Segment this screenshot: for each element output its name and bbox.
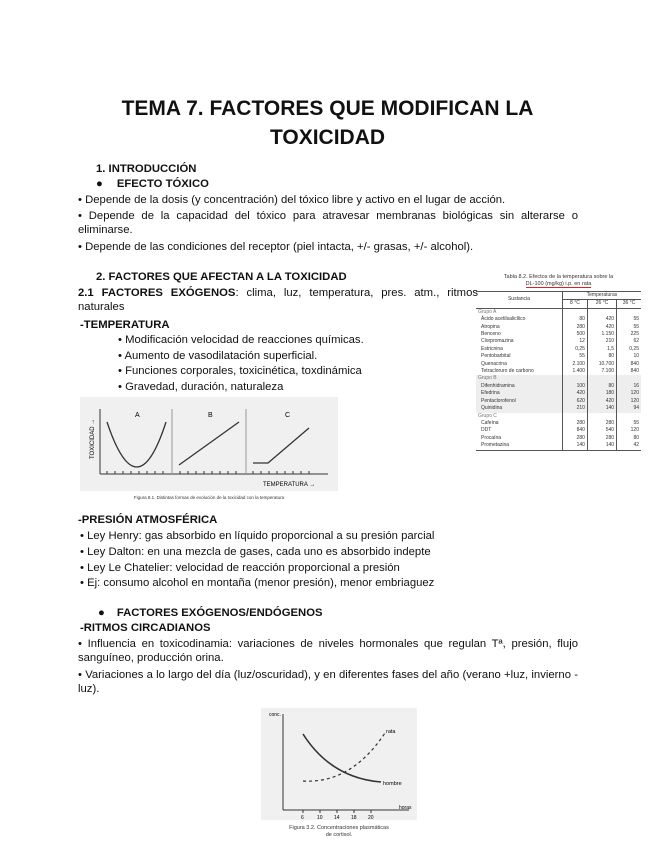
toxicity-table: Tabla 8.2. Efectos de la temperatura sobre la DL-100 (mg/kg) i.p. en rata Sustancia Temperaturas 8 °C 26 °C 36 °C Grupo A Ácido acetilsalicílico 80 420 55 Atropina 280 420 55 Benceno 500 1.150 225 Clorpromazina 12 210 62 Estricnina 0,25 1,5 0,25 Pentobarbital 55 80 10 Quenacrina 2.100 10.700 840 Tetracloruro de carbono 1.400 7.100 840 Grupo B Difenhidramina 100 80 16 Efedrina 420 180 120 Pentaclorofenol 620 420 120 Quinidina 210 140 94 Grupo C Cafeína 280 280 55 DDT 840 540 120 Procaína 280 280 80 Prometazina 140 140 42	[476, 274, 641, 451]
section-heading: ● FACTORES EXÓGENOS/ENDÓGENOS	[98, 607, 323, 619]
table-row: Tetracloruro de carbono 1.400 7.100 840	[481, 368, 639, 375]
curve-label-c: C	[285, 412, 291, 419]
table-row: Procaína 280 280 80	[481, 434, 639, 441]
bullet: • Depende de la dosis (y concentración) del tóxico libre y activo en el lugar de acción.	[78, 194, 506, 206]
table-row: Pentobarbital 55 80 10	[481, 353, 639, 360]
bullet: • Ley Henry: gas absorbido en líquido proporcional a su presión parcial	[80, 530, 435, 542]
table-row: Efedrina 420 180 120	[476, 390, 641, 397]
bullet: • Ej: consumo alcohol en montaña (menor presión), menor embriaguez	[80, 577, 435, 589]
figure-caption: Figura 8.1. Distintas formas de evolución de la toxicidad con la temperatura	[133, 495, 285, 500]
table-row: DDT 840 540 120	[481, 427, 639, 434]
figure-temperature-toxicity	[80, 397, 338, 491]
table-row: Benceno 500 1.150 225	[481, 331, 639, 338]
figure-cortisol	[261, 708, 417, 820]
table-caption-line2: DL-100 (mg/kg) i.p. en rata	[525, 281, 592, 287]
heading-temperatura: -TEMPERATURA	[80, 319, 170, 331]
table-row: Cafeína 280 280 55	[481, 419, 639, 426]
bullet: • Ley Le Chatelier: velocidad de reacción proporcional a presión	[80, 562, 400, 574]
table-row: Pentaclorofenol 620 420 120	[476, 398, 641, 405]
y-axis-label: conc.	[269, 712, 281, 718]
section-heading: 1. INTRODUCCIÓN	[96, 163, 197, 175]
table-group-row: Grupo C	[476, 413, 641, 420]
table-row: Prometazina 140 140 42	[481, 442, 639, 449]
tick: 20	[368, 815, 374, 820]
bullet: • Gravedad, duración, naturaleza	[118, 381, 284, 393]
tick: 18	[351, 815, 357, 820]
table-group-row: Grupo B	[476, 375, 641, 382]
bullet: • Modificación velocidad de reacciones químicas.	[118, 334, 364, 346]
table-group-row: Grupo A	[476, 308, 641, 316]
tick: 6	[301, 815, 304, 820]
table-caption: Tabla 8.2. Efectos de la temperatura sobre la	[503, 274, 614, 280]
bullet: • Variaciones a lo largo del día (luz/oscuridad), y en diferentes fases del año (verano +luz, invierno -luz).	[78, 669, 578, 695]
bullet: • Depende de las condiciones del receptor (piel intacta, +/- grasas, +/- alcohol).	[78, 241, 474, 253]
table-row: Ácido acetilsalicílico 80 420 55	[481, 316, 639, 323]
series-label-rata: rata	[386, 729, 396, 735]
y-axis-label: TOXICIDAD →	[90, 418, 96, 459]
table-row: Difenhidramina 100 80 16	[476, 383, 641, 390]
bullet: • Aumento de vasodilatación superficial.	[118, 350, 318, 362]
bullet: • Depende de la capacidad del tóxico para atravesar membranas biológicas sin alterarse o eliminarse.	[78, 210, 578, 236]
page-title-line2: TOXICIDAD	[269, 126, 386, 149]
tick: 10	[317, 815, 323, 820]
figure-caption: Figura 3.2. Concentraciones plasmáticas de cortisol.	[289, 825, 389, 838]
table-row: Atropina 280 420 55	[481, 323, 639, 330]
heading-presion: -PRESIÓN ATMOSFÉRICA	[78, 514, 218, 526]
curve-label-b: B	[208, 412, 213, 419]
table-row: Quinidina 210 140 94	[476, 405, 641, 412]
bullet: • Ley Dalton: en una mezcla de gases, cada uno es absorbido indepte	[80, 546, 431, 558]
bullet: • Influencia en toxicodinamia: variaciones de niveles hormonales que regulan Tª, presión, flujo sanguíneo, producción orina.	[78, 638, 578, 664]
section-heading: 2. FACTORES QUE AFECTAN A LA TOXICIDAD	[96, 271, 347, 283]
bullet: • Funciones corporales, toxicinética, toxdinámica	[118, 365, 362, 377]
x-axis-label: horas	[399, 805, 412, 811]
table-row: Estricnina 0,25 1,5 0,25	[481, 345, 639, 352]
heading-ritmos: -RITMOS CIRCADIANOS	[80, 622, 211, 634]
curve-label-a: A	[135, 412, 140, 419]
x-axis-label: TEMPERATURA →	[263, 482, 316, 488]
tick: 14	[334, 815, 340, 820]
subheading: ● EFECTO TÓXICO	[96, 178, 209, 190]
subsection-text: 2.1 FACTORES EXÓGENOS: clima, luz, temperatura, pres. atm., ritmos naturales	[78, 287, 479, 313]
table-row: Clorpromazina 12 210 62	[481, 338, 639, 345]
series-label-hombre: hombre	[383, 781, 402, 787]
page-title: TEMA 7. FACTORES QUE MODIFICAN LA	[121, 97, 534, 120]
table-row: Quenacrina 2.100 10.700 840	[481, 360, 639, 367]
